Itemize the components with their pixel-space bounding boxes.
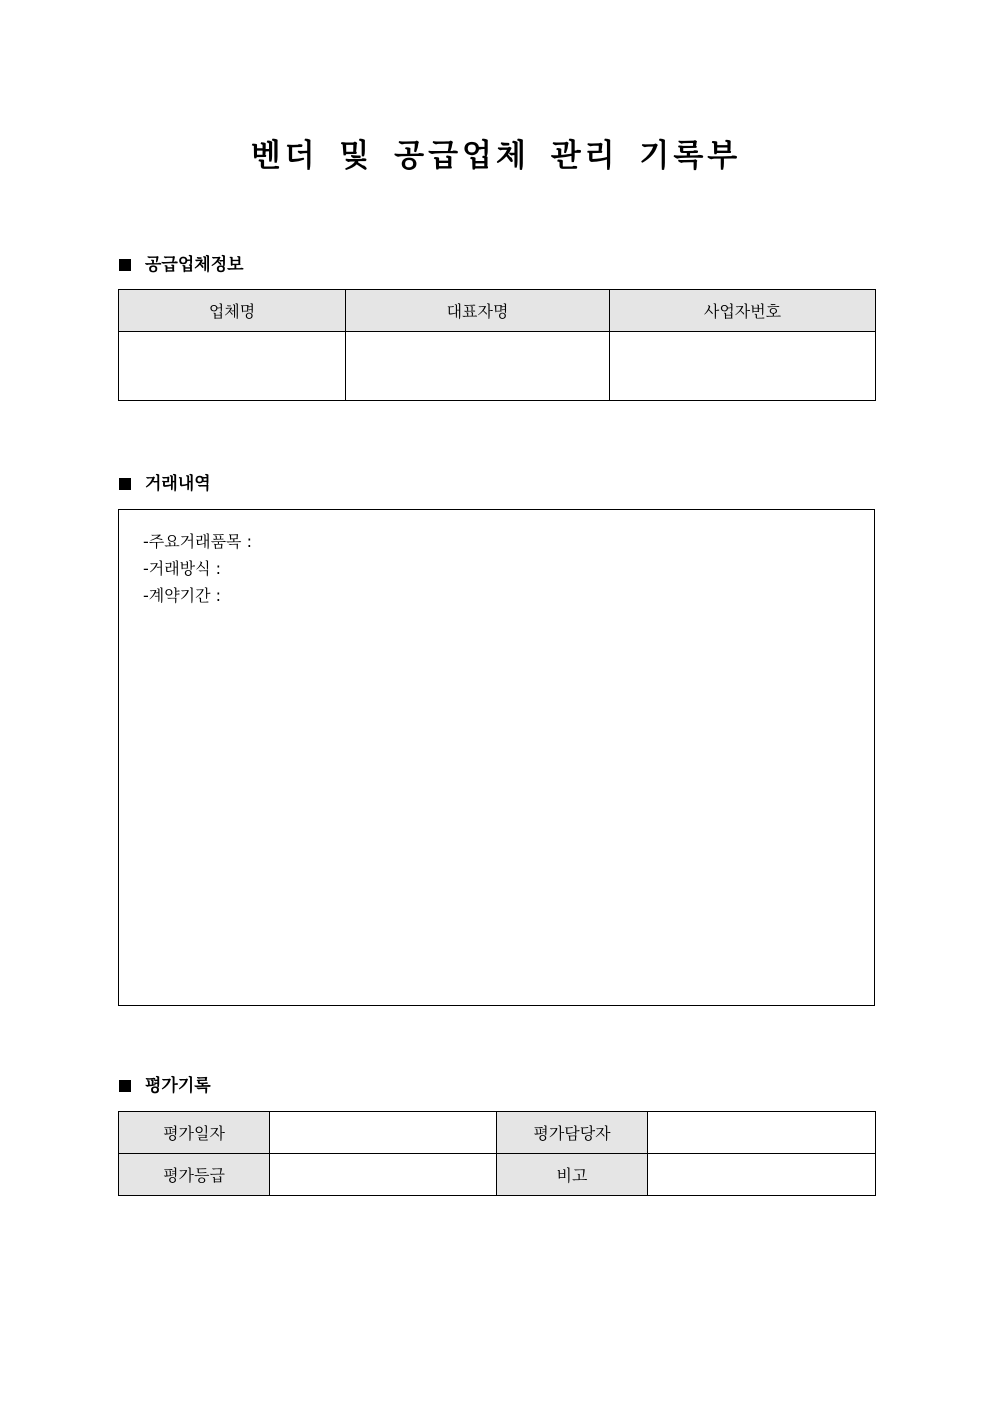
vendor-section-heading <box>119 254 244 276</box>
trade-lines <box>143 528 252 609</box>
evaluation-table <box>118 1111 876 1196</box>
company-name-cell[interactable] <box>119 332 346 401</box>
contract-period-line: -계약기간 : <box>143 586 222 605</box>
remarks-cell[interactable] <box>648 1154 876 1196</box>
business-number-cell[interactable] <box>610 332 876 401</box>
vendor-section-title: 공급업체정보 <box>145 255 244 275</box>
vendor-value-row <box>119 332 876 401</box>
evaluation-section-title: 평가기록 <box>145 1076 211 1096</box>
trade-section-title: 거래내역 <box>145 474 211 494</box>
evaluation-date-label: 평가일자 <box>119 1112 270 1154</box>
evaluator-label: 평가담당자 <box>497 1112 648 1154</box>
evaluation-row <box>119 1112 876 1154</box>
square-bullet-icon <box>119 1080 131 1092</box>
column-header-representative: 대표자명 <box>346 290 610 332</box>
evaluation-row <box>119 1154 876 1196</box>
main-items-line: -주요거래품목 : <box>143 532 252 551</box>
column-header-company-name: 업체명 <box>119 290 346 332</box>
evaluator-cell[interactable] <box>648 1112 876 1154</box>
trade-section-heading <box>119 473 211 495</box>
remarks-label: 비고 <box>497 1154 648 1196</box>
vendor-info-table <box>118 289 876 401</box>
trade-method-line: -거래방식 : <box>143 559 222 578</box>
square-bullet-icon <box>119 259 131 271</box>
trade-details-box[interactable] <box>118 509 875 1006</box>
evaluation-section-heading <box>119 1075 211 1097</box>
evaluation-date-cell[interactable] <box>270 1112 497 1154</box>
document-title: 벤더 및 공급업체 관리 기록부 <box>250 138 742 174</box>
representative-cell[interactable] <box>346 332 610 401</box>
vendor-header-row <box>119 290 876 332</box>
column-header-business-number: 사업자번호 <box>610 290 876 332</box>
evaluation-grade-cell[interactable] <box>270 1154 497 1196</box>
square-bullet-icon <box>119 478 131 490</box>
evaluation-grade-label: 평가등급 <box>119 1154 270 1196</box>
